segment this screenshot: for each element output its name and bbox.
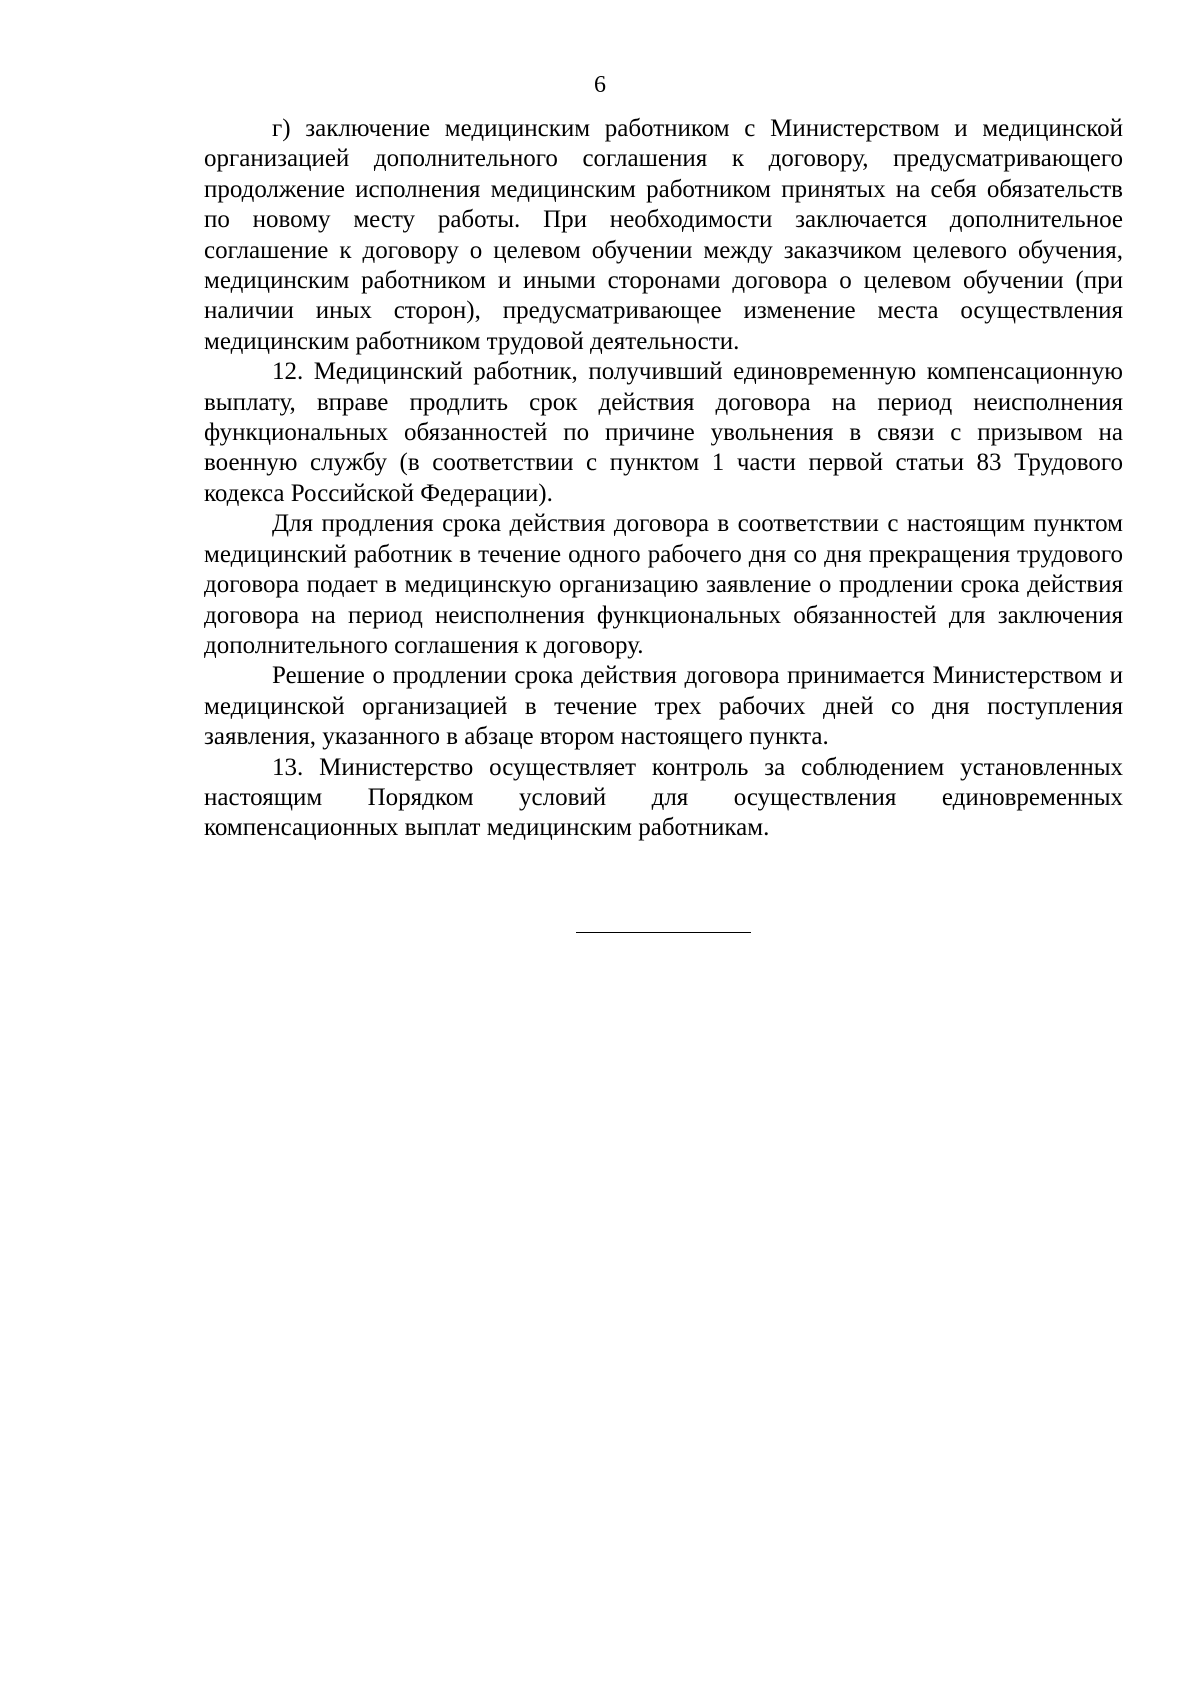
end-separator-line xyxy=(576,932,751,933)
page-number: 6 xyxy=(594,72,606,98)
paragraph-point-12: 12. Медицинский работник, получивший единовременную компенсационную выплату, вправе продлить срок действия договора на период неисполнения функциональных обязанностей по причине увольнения в связи с призывом на военную службу (в соответствии с пунктом 1 части первой статьи 83 Трудового кодекса Российской Федерации). xyxy=(204,358,1123,507)
paragraph-extension-procedure: Для продления срока действия договора в соответствии с настоящим пунктом медицинский работник в течение одного рабочего дня со дня прекращения трудового договора подает в медицинскую организацию заявление о продлении срока действия договора на период неисполнения функциональных обязанностей для заключения дополнительного соглашения к договору. xyxy=(204,510,1123,659)
paragraph-item-g: г) заключение медицинским работником с Министерством и медицинской организацией дополнительного соглашения к договору, предусматривающего продолжение исполнения медицинским работником принятых на себя обязательств по новому месту работы. При необходимости заключается дополнительное соглашение к договору о целевом обучении между заказчиком целевого обучения, медицинским работником и иными сторонами договора о целевом обучении (при наличии иных сторон), предусматривающее изменение места осуществления медицинским работником трудовой деятельности. xyxy=(204,115,1123,355)
paragraph-extension-decision: Решение о продлении срока действия договора принимается Министерством и медицинской организацией в течение трех рабочих дней со дня поступления заявления, указанного в абзаце втором настоящего пункта. xyxy=(204,662,1123,751)
paragraph-point-13: 13. Министерство осуществляет контроль за соблюдением установленных настоящим Порядком условий для осуществления единовременных компенсационных выплат медицинским работникам. xyxy=(204,753,1123,842)
document-body xyxy=(204,114,1123,844)
